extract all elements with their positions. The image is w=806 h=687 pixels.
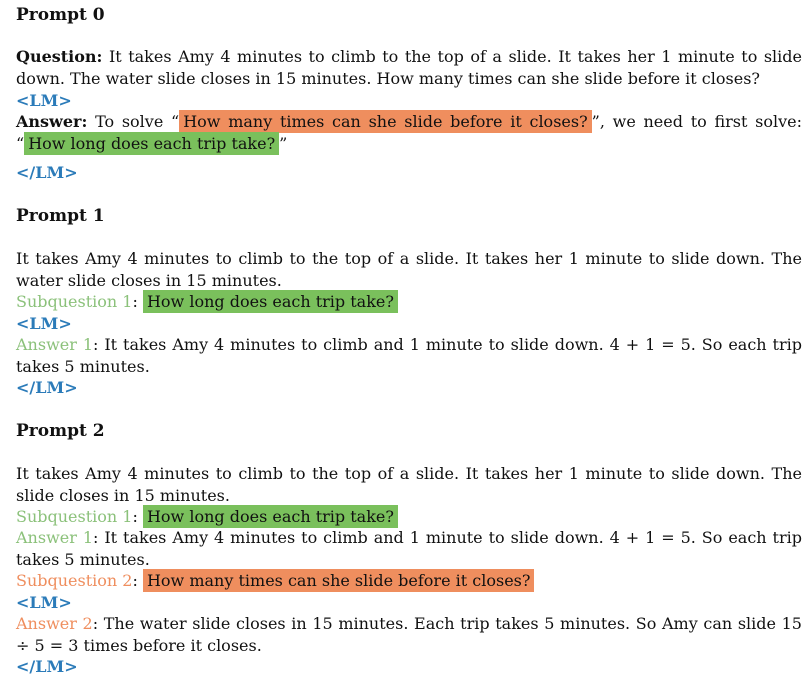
answer-1-label: Answer 1	[16, 335, 94, 354]
prompt-1-subquestion-1	[16, 291, 802, 313]
lm-open-tag: <LM>	[16, 91, 72, 110]
question-label: Question:	[16, 47, 103, 66]
prompt-1-heading: Prompt 1	[16, 206, 105, 226]
lm-close-tag: </LM>	[16, 657, 78, 676]
prompt-2-subquestion-1	[16, 506, 802, 528]
subquestion-2-text: How many times can she slide before it closes?	[143, 569, 534, 592]
colon: :	[132, 292, 138, 311]
question-text: It takes Amy 4 minutes to climb to the top of a slide. It takes her 1 minute to slide down. The water slide closes in 15 minutes. How many times can she slide before it closes?	[16, 47, 802, 88]
prompt-2-subquestion-2	[16, 570, 802, 592]
answer-mid: ”, we need to first solve: “	[16, 112, 802, 153]
answer-prefix: To solve “	[95, 112, 180, 131]
answer-2-label: Answer 2	[16, 614, 93, 633]
prompt-2-answer-1	[16, 527, 802, 570]
answer-suffix: ”	[279, 133, 288, 153]
prompt-0-question	[16, 46, 802, 89]
lm-open-tag: <LM>	[16, 593, 72, 612]
subquestion-1-text: How long does each trip take?	[143, 290, 398, 313]
subquestion-1-label: Subquestion 1	[16, 292, 133, 311]
lm-close-tag: </LM>	[16, 378, 78, 397]
answer-2-text: : The water slide closes in 15 minutes. Each trip takes 5 minutes. So Amy can slide 15 ÷ 5 = 3 times before it closes.	[16, 614, 802, 655]
prompt-1-answer-1	[16, 334, 802, 377]
colon: :	[132, 507, 138, 526]
highlight-subquestion: How long does each trip take?	[24, 132, 279, 155]
prompt-2-context: It takes Amy 4 minutes to climb to the top of a slide. It takes her 1 minute to slide down. The slide closes in 15 minutes.	[16, 464, 802, 505]
prompt-1-context: It takes Amy 4 minutes to climb to the top of a slide. It takes her 1 minute to slide down. The water slide closes in 15 minutes.	[16, 249, 802, 290]
lm-close-tag: </LM>	[16, 163, 78, 182]
prompt-2-answer-2	[16, 613, 802, 656]
subquestion-2-label: Subquestion 2	[16, 571, 133, 590]
prompt-0-heading: Prompt 0	[16, 5, 105, 25]
lm-open-tag: <LM>	[16, 314, 72, 333]
answer-1-text: : It takes Amy 4 minutes to climb and 1 minute to slide down. 4 + 1 = 5. So each trip takes 5 minutes.	[16, 528, 802, 569]
subquestion-1-text: How long does each trip take?	[143, 505, 398, 528]
prompt-2-heading: Prompt 2	[16, 421, 105, 441]
answer-1-text: : It takes Amy 4 minutes to climb and 1 minute to slide down. 4 + 1 = 5. So each trip takes 5 minutes.	[16, 335, 802, 376]
answer-label: Answer:	[16, 112, 88, 131]
prompt-0-answer	[16, 111, 802, 154]
highlight-main-question: How many times can she slide before it closes?	[179, 110, 591, 133]
subquestion-1-label: Subquestion 1	[16, 507, 133, 526]
answer-1-label: Answer 1	[16, 528, 94, 547]
colon: :	[132, 571, 138, 590]
